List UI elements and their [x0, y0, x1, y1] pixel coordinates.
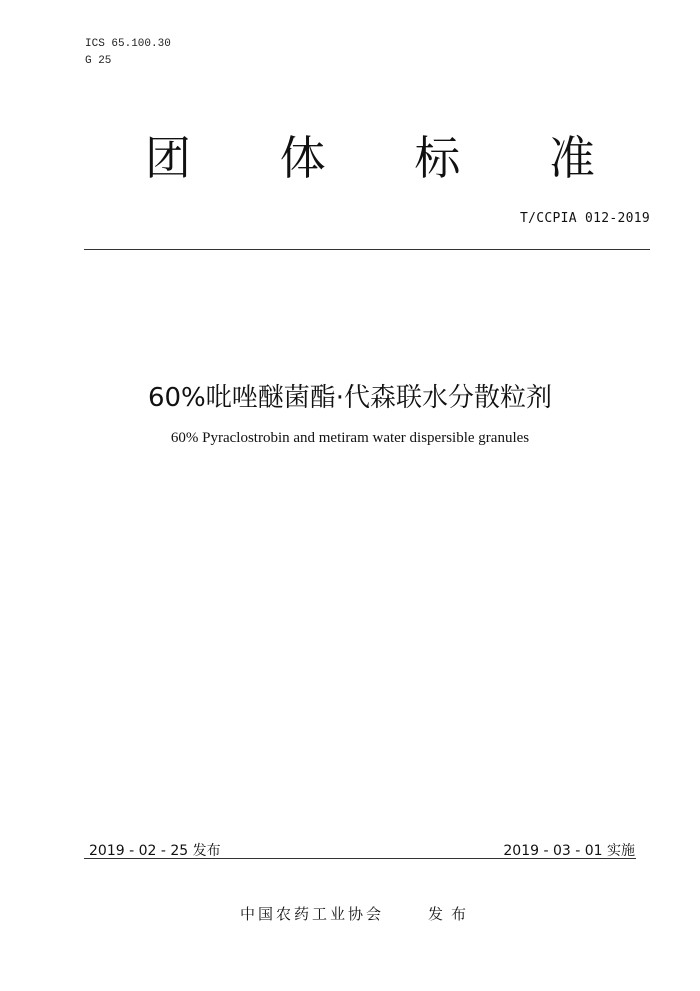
bottom-divider — [84, 858, 636, 859]
standard-type-char: 标 — [414, 131, 461, 185]
publisher-name: 中国农药工业协会 — [240, 905, 385, 923]
standard-type-char: 准 — [548, 131, 595, 185]
issue-date: 2019 - 02 - 25 发布 — [89, 843, 221, 859]
standard-number: T/CCPIA 012-2019 — [519, 211, 650, 226]
publish-action: 发布 — [428, 905, 475, 923]
classification-codes — [85, 36, 171, 70]
ccs-code: G 25 — [85, 55, 112, 67]
document-title-chinese: 60%吡唑醚菌酯·代森联水分散粒剂 — [147, 383, 553, 413]
top-divider — [84, 249, 650, 250]
standard-type-heading — [100, 128, 640, 188]
implementation-date: 2019 - 03 - 01 实施 — [503, 843, 635, 859]
ics-code: ICS 65.100.30 — [85, 38, 171, 50]
standard-type-char: 团 — [145, 131, 191, 185]
document-title-english: 60% Pyraclostrobin and metiram water dispersible granules — [170, 430, 530, 446]
standard-type-char: 体 — [279, 131, 326, 185]
